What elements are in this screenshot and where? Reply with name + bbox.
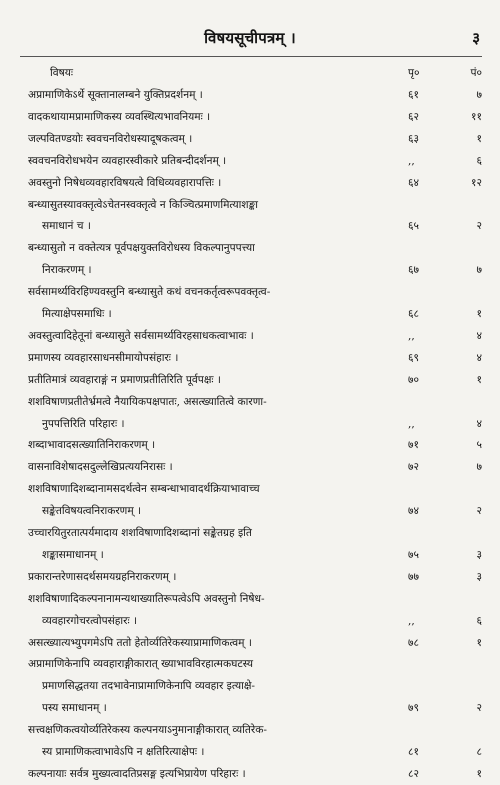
toc-entry-page: ७८ xyxy=(408,636,420,649)
toc-entry-line xyxy=(0,172,500,194)
toc-entry-page: ६५ xyxy=(408,220,420,233)
toc-entry-line xyxy=(0,194,500,216)
toc-entry-text: शशविषाणादिशब्दानामसदर्थत्वेन सम्बन्धाभावादर्थक्रियाभावाच्च xyxy=(28,483,260,496)
toc-entry-line xyxy=(0,281,500,303)
toc-entry-text: कल्पनायाः सर्वत्र मुख्यत्वादतिप्रसङ्ग इत्यभिप्रायेण परिहारः । xyxy=(28,767,246,780)
toc-entry-text: मित्याक्षेपसमाधिः । xyxy=(42,308,112,320)
toc-entry-text: प्रकारान्तरेणासदर्थसमयग्रहनिराकरणम् । xyxy=(28,570,177,583)
toc-entry-text: प्रमाणसिद्धतया तदभावेनाप्रामाणिकेनापि व्यवहार इत्याक्षे- xyxy=(42,680,256,693)
toc-entry-line xyxy=(0,588,500,610)
toc-entry-text: उच्चारयितुरतात्पर्यमादाय शशविषाणादिशब्दानां सङ्केतग्रह इति xyxy=(28,527,252,539)
toc-entry-page: ६४ xyxy=(408,176,420,189)
toc-entry-line-number: २ xyxy=(476,702,482,715)
toc-entry-page: ,, xyxy=(408,154,415,167)
toc-entry-text: शङ्कासमाधानम् । xyxy=(42,548,104,561)
toc-entry-line xyxy=(0,325,500,347)
toc-entry-line-number: ४ xyxy=(476,329,482,342)
toc-entry-text: सङ्केतविषयत्वनिराकरणम् । xyxy=(42,505,142,518)
toc-entry-text: शब्दाभावादसत्ख्यातिनिराकरणम् । xyxy=(28,439,156,452)
toc-entry-text: स्य प्रामाणिकत्वाभावेऽपि न क्षतिरित्याक्षेपः । xyxy=(42,746,205,758)
toc-entry-text: वासनाविशेषादसदुल्लेखिप्रत्ययनिरासः । xyxy=(28,461,173,474)
toc-entry-text: बन्ध्यासुतस्यावक्तृत्वेऽचेतनस्वक्तृत्वे न किञ्चित्प्रमाणमित्याशङ्का xyxy=(28,198,259,211)
toc-entry-line-number: ६ xyxy=(476,154,482,167)
toc-entry-line-number: १२ xyxy=(470,176,482,189)
toc-entry-line xyxy=(0,763,500,785)
toc-entry-line xyxy=(0,237,500,259)
toc-entry-line-number: १ xyxy=(476,373,482,386)
toc-entry-page: ८१ xyxy=(408,746,420,758)
column-header-line: पं० xyxy=(470,67,482,79)
toc-entry-page: ६८ xyxy=(408,308,420,320)
toc-entry-line-number: ८ xyxy=(476,746,482,758)
toc-entry-line xyxy=(0,434,500,456)
toc-entry-page: ७२ xyxy=(408,461,420,474)
toc-entry-line-number: ७ xyxy=(476,89,482,101)
toc-entry-line-number: १ xyxy=(476,308,482,320)
toc-entry-text: निराकरणम् । xyxy=(42,264,92,277)
toc-entry-page: ७१ xyxy=(408,439,420,452)
toc-entry-line xyxy=(0,522,500,544)
toc-entry-line xyxy=(0,303,500,325)
toc-entry-line-number: ६ xyxy=(476,614,482,627)
toc-entry-text: अवस्तुनो निषेधव्यवहारविषयत्वे विधिव्यवहारापत्तिः । xyxy=(28,176,222,189)
toc-entry-page: ७० xyxy=(408,373,420,386)
toc-entry-line xyxy=(0,544,500,566)
toc-entry-line xyxy=(0,150,500,172)
toc-entry-page: ८२ xyxy=(408,767,420,780)
toc-entry-line xyxy=(0,719,500,741)
toc-entry-text: स्ववचनविरोधभयेन व्यवहारस्वीकारे प्रतिबन्दीदर्शनम् । xyxy=(28,154,227,167)
toc-entry-text: सत्त्वक्षणिकत्वयोर्व्यतिरेकस्य कल्पनयाऽनुमानाङ्गीकारात् व्यतिरेक- xyxy=(28,724,267,737)
toc-entry-line xyxy=(0,566,500,588)
column-header-row xyxy=(0,62,500,84)
toc-entry-text: शशविषाणादिकल्पनानामन्यथाख्यातिरूपत्वेऽपि अवस्तुनो निषेध- xyxy=(28,592,265,605)
toc-entry-line xyxy=(0,632,500,654)
toc-entry-text: जल्पवितण्डयोः स्ववचनविरोधस्यादूषकत्वम् । xyxy=(28,132,193,145)
toc-entry-line xyxy=(0,478,500,500)
toc-entry-page: ,, xyxy=(408,614,415,627)
toc-entry-line xyxy=(0,106,500,128)
toc-entry-page: ६१ xyxy=(408,89,420,101)
page-number: ३ xyxy=(472,29,480,47)
toc-entry-line xyxy=(0,500,500,522)
column-header-topic: विषयः xyxy=(50,67,74,79)
toc-entry-line-number: ४ xyxy=(476,417,482,430)
toc-entry-text: बन्ध्यासुतो न वक्तेत्यत्र पूर्वपक्षयुक्तविरोधस्य विकल्पानुपपत्त्या xyxy=(28,242,255,255)
toc-entry-text: शशविषाणप्रतीतेर्भ्रमत्वे नैयायिकपक्षपातः, असत्ख्यातित्वे कारणा- xyxy=(28,395,267,408)
page-header xyxy=(0,28,500,52)
toc-entry-line xyxy=(0,369,500,391)
toc-entry-text: सर्वसामर्थ्यविरहिण्यवस्तुनि बन्ध्यासुते कथं वचनकर्तृत्वरूपवक्तृत्व- xyxy=(28,286,271,299)
toc-entry-text: समाधानं च । xyxy=(42,220,91,233)
toc-entry-line-number: १ xyxy=(476,767,482,780)
toc-entry-line xyxy=(0,413,500,435)
toc-entry-text: असत्ख्यात्यभ्युपगमेऽपि ततो हेतोर्व्यतिरेकस्याप्रामाणिकत्वम् । xyxy=(28,636,252,649)
toc-entry-line xyxy=(0,347,500,369)
toc-entry-text: प्रतीतिमात्रं व्यवहाराङ्गं न प्रमाणप्रतीतिरिति पूर्वपक्षः । xyxy=(28,373,221,386)
toc-entry-line-number: ११ xyxy=(470,110,482,123)
toc-entry-page: ७४ xyxy=(408,505,420,518)
toc-entry-page: ६२ xyxy=(408,110,420,123)
toc-entry-line xyxy=(0,610,500,632)
toc-entry-text: प्रमाणस्य व्यवहारसाधनसीमायोपसंहारः । xyxy=(28,351,179,364)
toc-entry-line xyxy=(0,697,500,719)
toc-entry-page: ७५ xyxy=(408,548,420,561)
toc-entry-text: अवस्तुत्वादिहेतूनां बन्ध्यासुते सर्वसामर्थ्यविरहसाधकत्वाभावः । xyxy=(28,329,254,342)
toc-entry-line xyxy=(0,128,500,150)
toc-entry-line xyxy=(0,653,500,675)
toc-entry-page: ६३ xyxy=(408,132,420,145)
toc-entry-line xyxy=(0,259,500,281)
toc-entry-text: वादकथायामप्रामाणिकस्य व्यवस्थित्यभावनियमः । xyxy=(28,110,211,123)
toc-entry-line xyxy=(0,456,500,478)
toc-entry-page: ७९ xyxy=(408,702,420,715)
toc-entry-line-number: १ xyxy=(476,132,482,145)
toc-entry-line-number: २ xyxy=(476,505,482,518)
toc-entry-line-number: ३ xyxy=(476,570,482,583)
toc-entry-line xyxy=(0,391,500,413)
toc-entry-page: ६७ xyxy=(408,264,420,277)
toc-entry-line-number: ४ xyxy=(476,351,482,364)
toc-entry-line xyxy=(0,84,500,106)
toc-entry-page: ७७ xyxy=(408,570,420,583)
toc-entry-line xyxy=(0,215,500,237)
toc-entry-text: अप्रामाणिकेऽर्थे सूक्तानालम्बने युक्तिप्रदर्शनम् । xyxy=(28,89,203,101)
toc-entry-line xyxy=(0,741,500,763)
toc-entry-text: व्यवहारगोचरत्वोपसंहारः । xyxy=(42,614,137,627)
toc-entry-page: ६९ xyxy=(408,351,420,364)
toc-entry-line-number: ५ xyxy=(476,439,482,452)
toc-entry-text: पस्य समाधानम् । xyxy=(42,702,107,715)
toc-entry-text: अप्रामाणिकेनापि व्यवहाराङ्गीकारात् ख्याभावविरहात्मकघटस्य xyxy=(28,658,253,671)
toc-entry-line xyxy=(0,675,500,697)
toc-entry-line-number: ७ xyxy=(476,264,482,277)
toc-entry-line-number: ७ xyxy=(476,461,482,474)
toc-entry-text: नुपपत्तिरिति परिहारः । xyxy=(42,417,125,430)
toc-entry-line-number: ३ xyxy=(476,548,482,561)
column-header-page: पृ० xyxy=(408,67,420,79)
toc-entry-page: ,, xyxy=(408,329,415,342)
page-title: विषयसूचीपत्रम् । xyxy=(204,29,296,47)
toc-entry-line-number: १ xyxy=(476,636,482,649)
toc-entry-page: ,, xyxy=(408,417,415,430)
header-divider xyxy=(20,56,482,57)
toc-entry-line-number: २ xyxy=(476,220,482,233)
